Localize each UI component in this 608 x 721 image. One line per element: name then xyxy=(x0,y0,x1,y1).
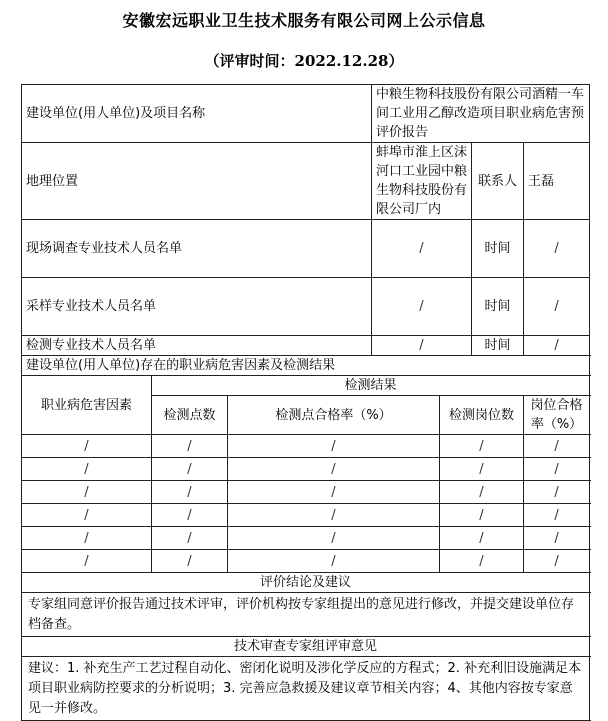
hazards-section-title: 建设单位(用人单位)存在的职业病危害因素及检测结果 xyxy=(22,356,590,376)
table-row xyxy=(22,527,590,550)
col-header-posts: 检测岗位数 xyxy=(440,396,524,435)
conclusion-title: 评价结论及建议 xyxy=(22,573,590,593)
table-cell: / xyxy=(524,550,590,573)
table-cell: / xyxy=(152,527,228,550)
table-cell: / xyxy=(440,458,524,481)
table-row xyxy=(22,550,590,573)
sampling-time-label: 时间 xyxy=(472,278,524,336)
table-cell: / xyxy=(228,527,440,550)
table-cell: / xyxy=(524,435,590,458)
table-cell: / xyxy=(440,550,524,573)
col-header-posts-rate: 岗位合格率（%） xyxy=(524,396,590,435)
table-cell: / xyxy=(228,458,440,481)
location-label: 地理位置 xyxy=(22,143,372,220)
testing-time-label: 时间 xyxy=(472,336,524,356)
table-cell: / xyxy=(22,458,152,481)
col-header-points: 检测点数 xyxy=(152,396,228,435)
table-cell: / xyxy=(22,527,152,550)
testing-label: 检测专业技术人员名单 xyxy=(22,336,372,356)
row-location xyxy=(22,143,590,220)
row-review-text xyxy=(22,657,590,721)
sampling-label: 采样专业技术人员名单 xyxy=(22,278,372,336)
testing-value: / xyxy=(372,336,472,356)
table-cell: / xyxy=(22,481,152,504)
table-cell: / xyxy=(152,504,228,527)
contact-value: 王磊 xyxy=(524,143,590,220)
table-cell: / xyxy=(152,550,228,573)
table-cell: / xyxy=(152,458,228,481)
row-conclusion-title xyxy=(22,573,590,593)
table-cell: / xyxy=(440,527,524,550)
table-cell: / xyxy=(152,481,228,504)
table-cell: / xyxy=(440,435,524,458)
row-sampling xyxy=(22,278,590,336)
row-unit xyxy=(22,85,590,143)
table-cell: / xyxy=(524,527,590,550)
info-table xyxy=(21,84,590,721)
factor-header: 职业病危害因素 xyxy=(22,376,152,435)
review-text: 建议：1. 补充生产工艺过程自动化、密闭化说明及涉化学反应的方程式；2. 补充利旧设施满足本项目职业病防控要求的分析说明；3. 完善应急救援及建议章节相关内容；4、其他内容按专家意见一并修改。 xyxy=(22,657,590,721)
survey-time-value: / xyxy=(524,220,590,278)
survey-label: 现场调查专业技术人员名单 xyxy=(22,220,372,278)
row-review-title xyxy=(22,637,590,657)
table-cell: / xyxy=(22,504,152,527)
review-title: 技术审查专家组评审意见 xyxy=(22,637,590,657)
page-title: 安徽宏远职业卫生技术服务有限公司网上公示信息 xyxy=(122,11,486,30)
review-time: （评审时间：2022.12.28） xyxy=(204,52,404,70)
table-cell: / xyxy=(228,435,440,458)
table-row xyxy=(22,435,590,458)
table-cell: / xyxy=(524,458,590,481)
row-hazards-header xyxy=(22,376,590,396)
table-cell: / xyxy=(440,481,524,504)
table-cell: / xyxy=(152,435,228,458)
table-cell: / xyxy=(440,504,524,527)
row-testing xyxy=(22,336,590,356)
row-hazards-title xyxy=(22,356,590,376)
table-cell: / xyxy=(524,504,590,527)
unit-label: 建设单位(用人单位)及项目名称 xyxy=(22,85,372,143)
table-row xyxy=(22,504,590,527)
conclusion-text: 专家组同意评价报告通过技术评审，评价机构按专家组提出的意见进行修改，并提交建设单位存档备查。 xyxy=(22,593,590,637)
row-survey xyxy=(22,220,590,278)
col-header-points-rate: 检测点合格率（%） xyxy=(228,396,440,435)
table-cell: / xyxy=(22,435,152,458)
contact-label: 联系人 xyxy=(472,143,524,220)
table-row xyxy=(22,458,590,481)
table-cell: / xyxy=(22,550,152,573)
table-cell: / xyxy=(228,550,440,573)
sampling-value: / xyxy=(372,278,472,336)
row-conclusion-text xyxy=(22,593,590,637)
table-cell: / xyxy=(228,481,440,504)
survey-value: / xyxy=(372,220,472,278)
sampling-time-value: / xyxy=(524,278,590,336)
survey-time-label: 时间 xyxy=(472,220,524,278)
testing-time-value: / xyxy=(524,336,590,356)
table-cell: / xyxy=(524,481,590,504)
table-cell: / xyxy=(228,504,440,527)
unit-value: 中粮生物科技股份有限公司酒精一车间工业用乙醇改造项目职业病危害预评价报告 xyxy=(372,85,590,143)
table-row xyxy=(22,481,590,504)
location-value: 蚌埠市淮上区沫河口工业园中粮生物科技股份有限公司厂内 xyxy=(372,143,472,220)
results-header: 检测结果 xyxy=(152,376,590,396)
